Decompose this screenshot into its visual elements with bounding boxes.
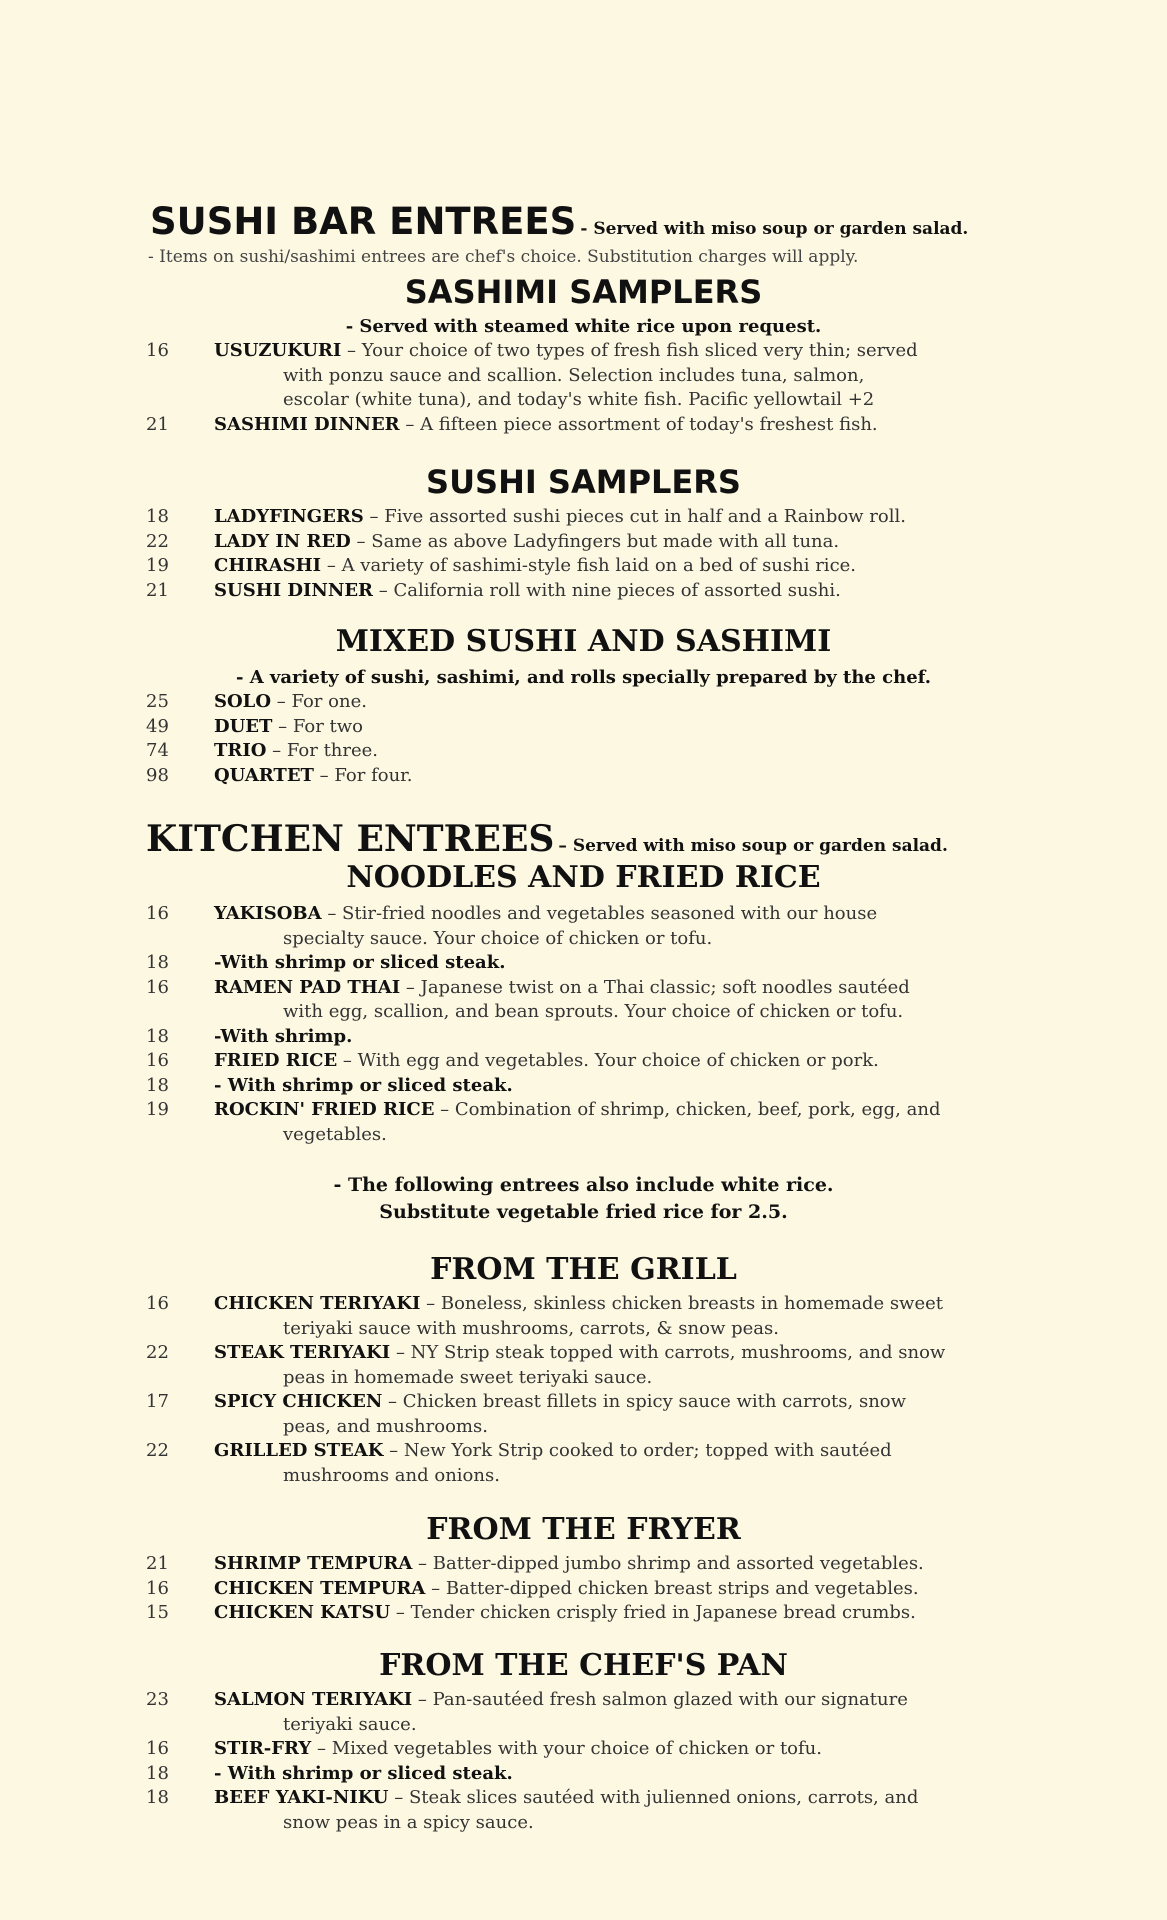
item-separator: – <box>373 579 394 601</box>
item-desc-text: Batter-dipped jumbo shrimp and assorted vegetables. <box>432 1553 924 1574</box>
item-price: 16 <box>146 903 169 924</box>
item-separator: – <box>412 1689 433 1710</box>
item-price: 18 <box>146 1787 169 1808</box>
item-name: BEEF YAKI-NIKU <box>214 1787 389 1808</box>
item-desc-continuation: specialty sauce. Your choice of chicken or tofu. <box>283 927 713 949</box>
item-price: 49 <box>146 715 169 737</box>
item-name: RAMEN PAD THAI <box>214 976 401 998</box>
item-description <box>214 1341 1034 1390</box>
item-separator: – <box>271 691 292 712</box>
item-option: -With shrimp or sliced steak. <box>214 952 506 973</box>
item-description <box>214 715 1034 740</box>
item-desc-text: Same as above Ladyfingers but made with all tuna. <box>371 530 840 552</box>
item-description <box>214 1577 1034 1602</box>
item-description <box>214 1439 1034 1488</box>
item-price: 16 <box>146 1738 169 1759</box>
item-separator: – <box>412 1553 433 1574</box>
kitchen-title: KITCHEN ENTREES <box>146 818 555 860</box>
item-name: QUARTET <box>214 764 314 786</box>
item-separator: – <box>399 413 421 435</box>
item-price: 19 <box>146 555 169 576</box>
item-desc-text: A fifteen piece assortment of today's freshest fish. <box>420 413 878 435</box>
item-separator: – <box>390 1342 411 1363</box>
item-price: 21 <box>146 579 169 601</box>
item-separator: – <box>321 903 343 924</box>
item-price: 25 <box>146 691 169 712</box>
item-desc-text: California roll with nine pieces of assorted sushi. <box>393 579 841 601</box>
item-price: 16 <box>146 1293 169 1314</box>
mixed-title: MIXED SUSHI AND SASHIMI <box>335 624 832 659</box>
item-desc-text: Five assorted sushi pieces cut in half and a Rainbow roll. <box>384 506 906 527</box>
item-description <box>214 764 1034 789</box>
item-name: CHICKEN TERIYAKI <box>214 1293 421 1314</box>
item-separator: – <box>420 1293 441 1314</box>
item-desc-continuation: peas in homemade sweet teriyaki sauce. <box>283 1366 653 1388</box>
sashimi-title: SASHIMI SAMPLERS <box>404 273 763 311</box>
item-option: - With shrimp or sliced steak. <box>214 1074 513 1096</box>
item-description <box>214 505 1034 530</box>
item-description <box>214 1390 1034 1439</box>
rice-note-line-1: - The following entrees also include white rice. <box>333 1174 834 1196</box>
item-desc-text: Pan-sautéed fresh salmon glazed with our signature <box>432 1689 908 1710</box>
item-name: CHICKEN TEMPURA <box>214 1577 426 1599</box>
item-name: SASHIMI DINNER <box>214 413 400 435</box>
item-desc-continuation: peas, and mushrooms. <box>283 1415 488 1437</box>
item-price: 19 <box>146 1099 169 1120</box>
item-description <box>214 739 1034 764</box>
item-description <box>214 1098 1034 1147</box>
item-separator: – <box>321 555 342 576</box>
item-desc-continuation: vegetables. <box>283 1123 387 1145</box>
item-name: STEAK TERIYAKI <box>214 1342 391 1363</box>
item-price: 98 <box>146 764 169 786</box>
item-desc-text: Japanese twist on a Thai classic; soft noodles sautéed <box>420 976 910 998</box>
item-price: 18 <box>146 952 169 973</box>
item-description <box>214 1737 1034 1762</box>
item-desc-text: For two <box>292 715 364 737</box>
item-separator: – <box>311 1738 332 1759</box>
item-desc-text: Mixed vegetables with your choice of chicken or tofu. <box>331 1738 822 1759</box>
item-desc-continuation: mushrooms and onions. <box>283 1464 500 1486</box>
item-separator: – <box>434 1099 455 1120</box>
item-desc-continuation: snow peas in a spicy sauce. <box>283 1811 534 1833</box>
item-description <box>214 951 1034 976</box>
item-description <box>214 1762 1034 1787</box>
item-description <box>214 530 1034 555</box>
item-separator: – <box>425 1577 446 1599</box>
item-name: CHICKEN KATSU <box>214 1602 391 1623</box>
item-name: CHIRASHI <box>214 555 322 576</box>
item-description <box>214 1074 1034 1099</box>
item-name: SPICY CHICKEN <box>214 1391 383 1412</box>
item-separator: – <box>341 340 362 361</box>
item-desc-text: For one. <box>291 691 367 712</box>
item-price: 22 <box>146 530 169 552</box>
item-desc-text: Tender chicken crisply fried in Japanese bread crumbs. <box>410 1602 916 1623</box>
item-name: USUZUKURI <box>214 340 342 361</box>
item-desc-text: New York Strip cooked to order; topped with sautéed <box>403 1440 892 1461</box>
item-desc-continuation: teriyaki sauce with mushrooms, carrots, & snow peas. <box>283 1317 779 1339</box>
item-name: SHRIMP TEMPURA <box>214 1553 413 1574</box>
item-name: YAKISOBA <box>214 903 322 924</box>
item-name: LADYFINGERS <box>214 506 364 527</box>
item-desc-text: For four. <box>334 764 413 786</box>
sushi-bar-title: SUSHI BAR ENTREES <box>150 200 577 243</box>
item-price: 22 <box>146 1440 169 1461</box>
item-name: STIR-FRY <box>214 1738 312 1759</box>
item-separator: – <box>388 1787 409 1808</box>
item-desc-continuation: escolar (white tuna), and today's white fish. Pacific yellowtail +2 <box>283 389 875 410</box>
item-option: -With shrimp. <box>214 1025 353 1047</box>
item-name: ROCKIN' FRIED RICE <box>214 1099 435 1120</box>
item-separator: – <box>313 764 335 786</box>
item-desc-text: Your choice of two types of fresh fish sliced very thin; served <box>361 340 918 361</box>
fryer-title: FROM THE FRYER <box>426 1512 741 1547</box>
item-price: 22 <box>146 1342 169 1363</box>
mixed-note: - A variety of sushi, sashimi, and rolls specially prepared by the chef. <box>235 667 932 688</box>
item-description <box>214 976 1034 1025</box>
item-price: 15 <box>146 1602 169 1623</box>
item-separator: – <box>390 1602 411 1623</box>
item-separator: – <box>272 715 293 737</box>
item-desc-continuation: with egg, scallion, and bean sprouts. Your choice of chicken or tofu. <box>283 1001 904 1022</box>
item-description <box>214 1025 1034 1050</box>
item-desc-continuation: with ponzu sauce and scallion. Selection includes tuna, salmon, <box>283 364 865 386</box>
noodles-title: NOODLES AND FRIED RICE <box>346 860 821 895</box>
item-price: 16 <box>146 340 169 361</box>
item-name: FRIED RICE <box>214 1050 338 1071</box>
item-desc-text: NY Strip steak topped with carrots, mushrooms, and snow <box>410 1342 946 1363</box>
item-price: 16 <box>146 1577 169 1599</box>
item-separator: – <box>337 1050 358 1071</box>
item-name: SOLO <box>214 691 272 712</box>
item-desc-text: Stir-fried noodles and vegetables seasoned with our house <box>342 903 878 924</box>
sushi-bar-heading <box>150 200 968 243</box>
item-description <box>214 1688 1034 1737</box>
item-description <box>214 1552 1034 1577</box>
item-name: GRILLED STEAK <box>214 1440 384 1461</box>
item-price: 18 <box>146 1074 169 1096</box>
rice-note-line-2: Substitute vegetable fried rice for 2.5. <box>379 1201 788 1223</box>
item-price: 17 <box>146 1391 169 1412</box>
item-price: 23 <box>146 1689 169 1710</box>
item-separator: – <box>363 506 385 527</box>
item-desc-text: A variety of sashimi-style fish laid on a bed of sushi rice. <box>341 555 857 576</box>
item-name: LADY IN RED <box>214 530 351 552</box>
item-desc-text: Combination of shrimp, chicken, beef, pork, egg, and <box>454 1099 941 1120</box>
substitution-note: - Items on sushi/sashimi entrees are chef's choice. Substitution charges will apply. <box>148 247 859 267</box>
item-separator: – <box>382 1391 403 1412</box>
item-price: 18 <box>146 506 169 527</box>
item-separator: – <box>350 530 372 552</box>
item-description <box>214 1049 1034 1074</box>
item-price: 16 <box>146 976 169 998</box>
sushi-bar-served-note: - Served with miso soup or garden salad. <box>580 219 969 239</box>
item-description <box>214 579 1034 604</box>
item-description <box>214 554 1034 579</box>
item-name: TRIO <box>214 740 267 761</box>
item-desc-text: Boneless, skinless chicken breasts in homemade sweet <box>440 1293 944 1314</box>
item-price: 16 <box>146 1050 169 1071</box>
item-description <box>214 413 1034 438</box>
item-price: 74 <box>146 740 169 761</box>
item-desc-text: Chicken breast fillets in spicy sauce with carrots, snow <box>402 1391 907 1412</box>
item-description <box>214 690 1034 715</box>
item-separator: – <box>266 740 287 761</box>
item-description <box>214 902 1034 951</box>
item-option: - With shrimp or sliced steak. <box>214 1762 513 1784</box>
chefpan-title: FROM THE CHEF'S PAN <box>379 1648 788 1683</box>
item-separator: – <box>383 1440 404 1461</box>
item-description <box>214 1786 1034 1835</box>
kitchen-heading <box>146 818 948 860</box>
item-desc-continuation: teriyaki sauce. <box>283 1713 417 1735</box>
item-desc-text: For three. <box>286 740 379 761</box>
sushi-samplers-title: SUSHI SAMPLERS <box>426 463 741 501</box>
item-desc-text: With egg and vegetables. Your choice of chicken or pork. <box>357 1050 879 1071</box>
item-name: SUSHI DINNER <box>214 579 374 601</box>
item-name: DUET <box>214 715 273 737</box>
item-price: 21 <box>146 413 169 435</box>
item-description <box>214 1601 1034 1626</box>
item-price: 18 <box>146 1025 169 1047</box>
item-name: SALMON TERIYAKI <box>214 1689 413 1710</box>
sashimi-note: - Served with steamed white rice upon request. <box>345 316 822 337</box>
item-desc-text: Steak slices sautéed with julienned onions, carrots, and <box>408 1787 919 1808</box>
grill-title: FROM THE GRILL <box>430 1252 737 1287</box>
item-desc-text: Batter-dipped chicken breast strips and vegetables. <box>445 1577 919 1599</box>
item-price: 21 <box>146 1553 169 1574</box>
item-price: 18 <box>146 1762 169 1784</box>
item-description <box>214 339 1034 413</box>
item-separator: – <box>400 976 421 998</box>
kitchen-served-note: – Served with miso soup or garden salad. <box>558 836 948 856</box>
item-description <box>214 1292 1034 1341</box>
